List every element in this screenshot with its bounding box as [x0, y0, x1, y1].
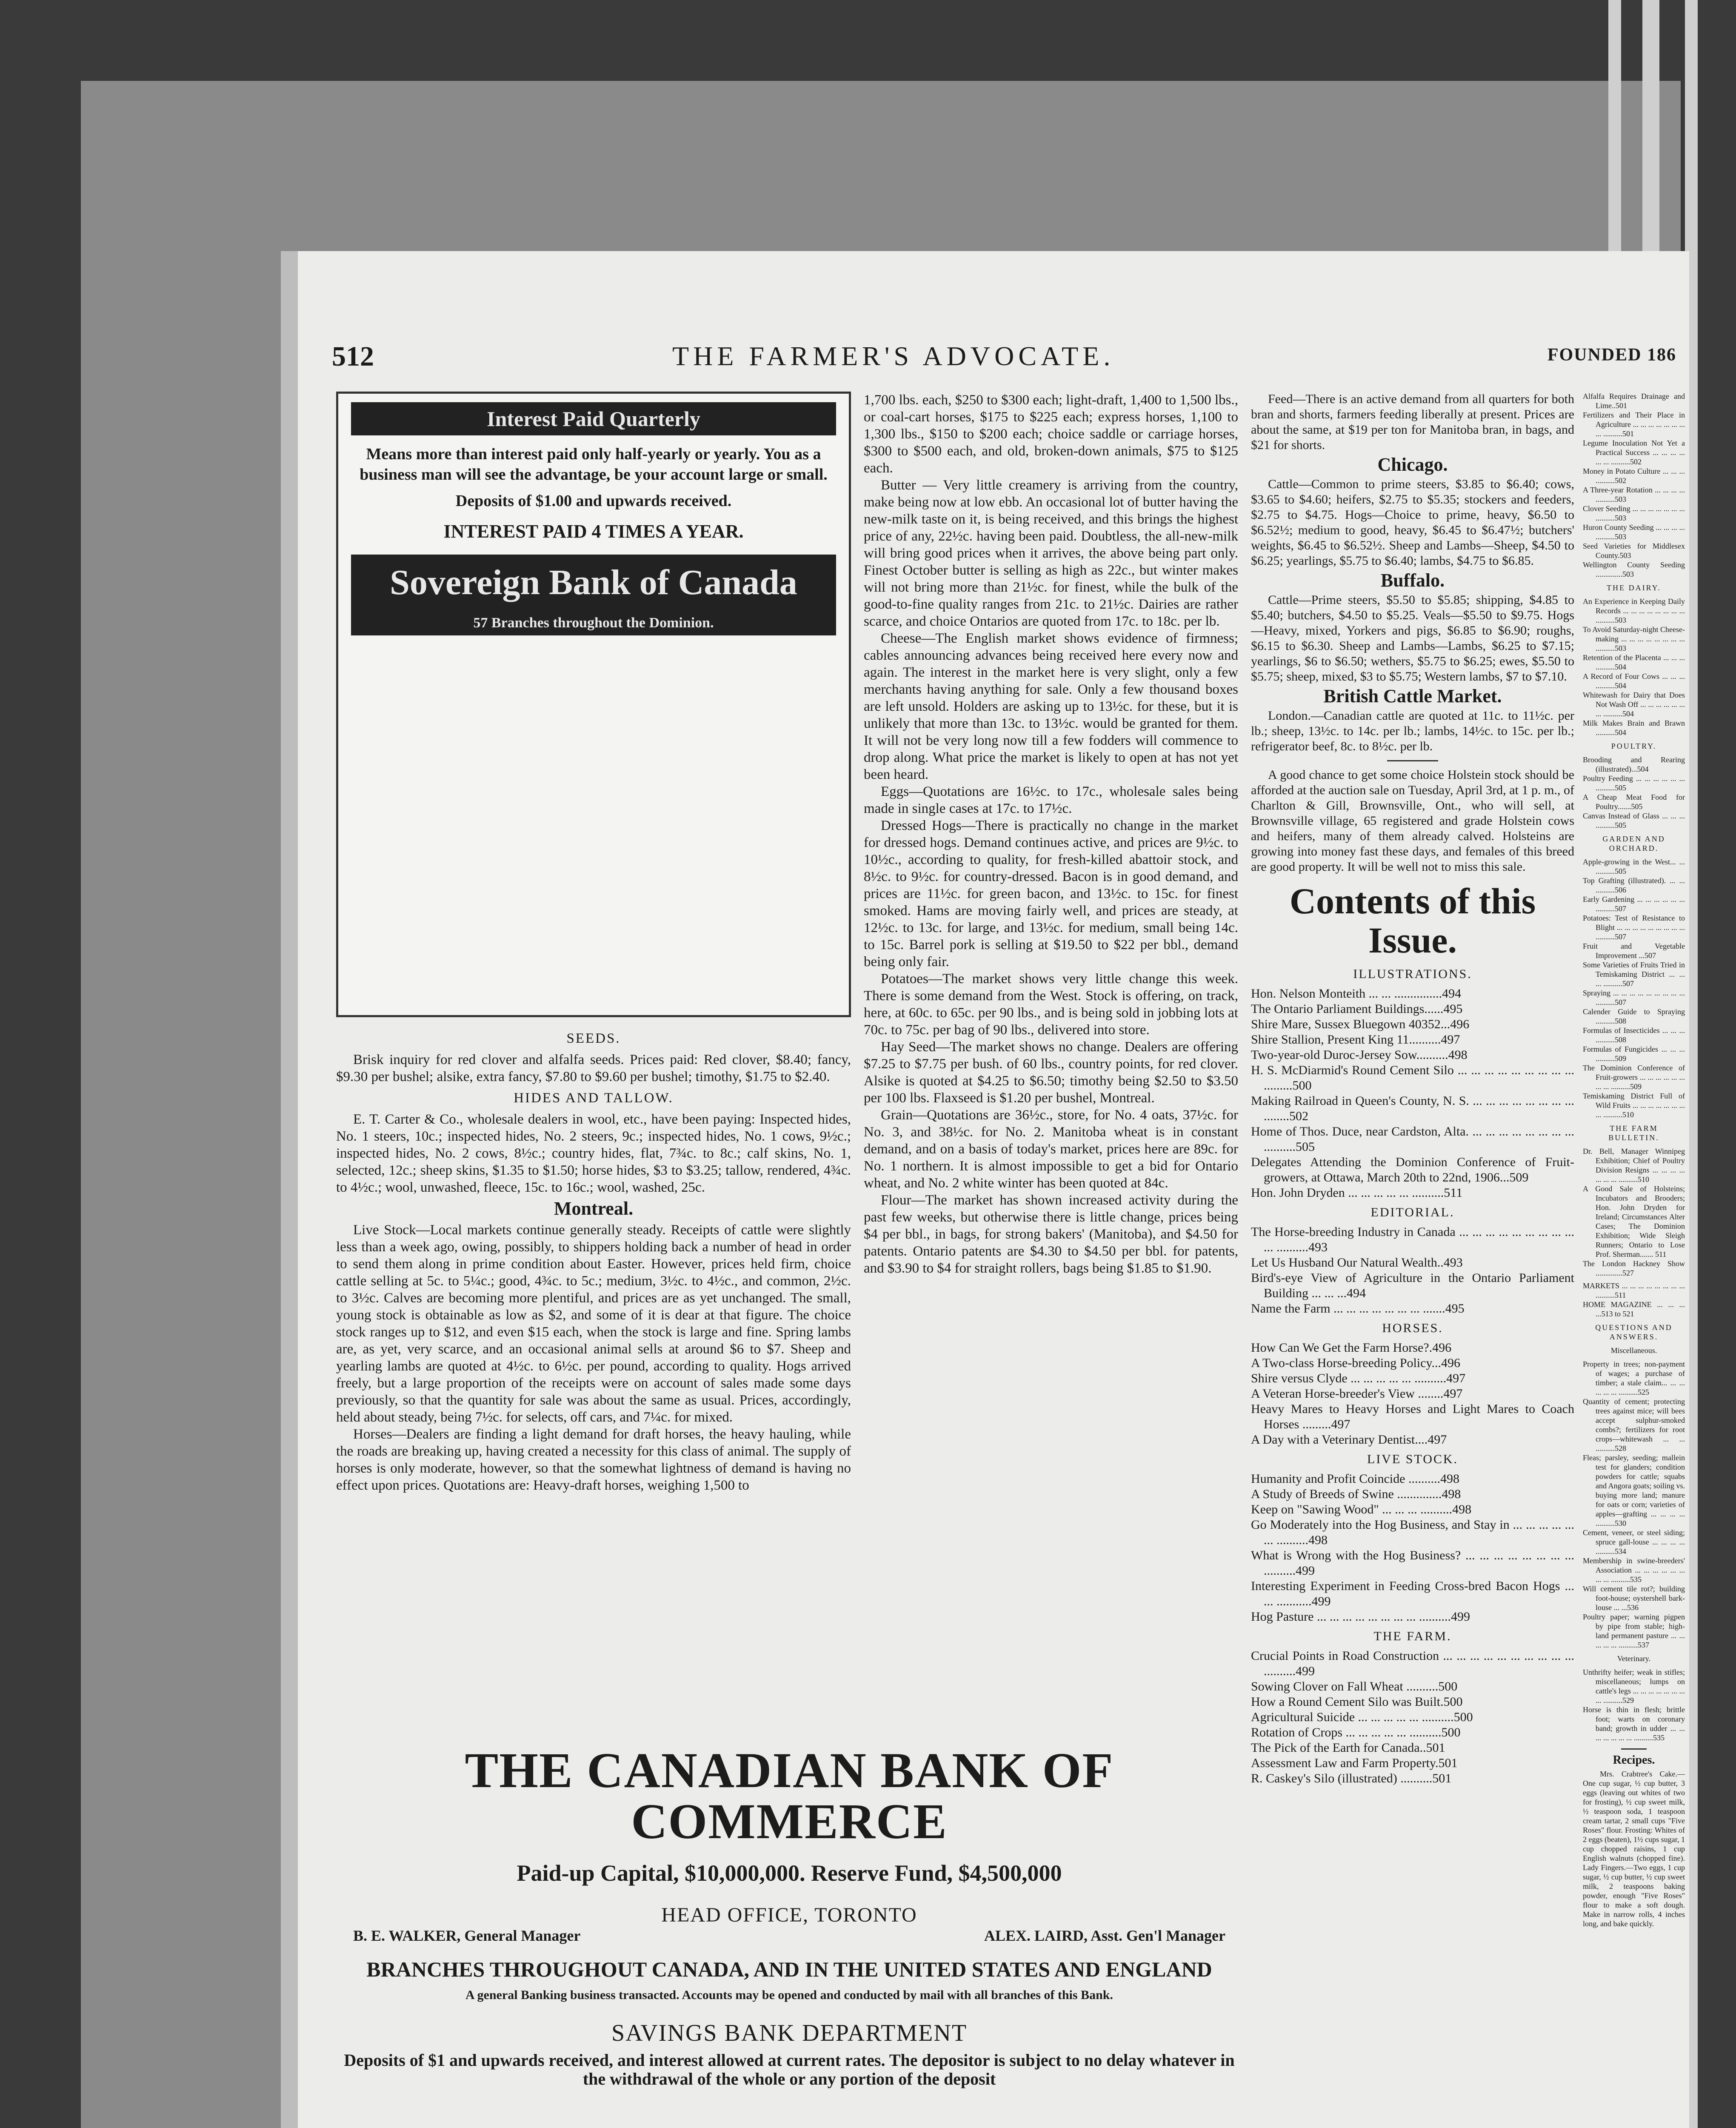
toc-entry: To Avoid Saturday-night Cheese-making ... ... ... ... ... ... ... ... ..........503	[1583, 625, 1685, 652]
toc-horses	[1251, 1340, 1574, 1447]
toc-entry: Shire versus Clyde ... ... ... ... ... ..........497	[1251, 1371, 1466, 1385]
toc-entry: The Ontario Parliament Buildings......495	[1251, 1002, 1463, 1016]
toc-entry: A Veteran Horse-breeder's View ........497	[1251, 1387, 1463, 1401]
paragraph: A good chance to get some choice Holstein stock should be afforded at the auction sale on Tuesday, April 3rd, at 1 p. m., of Charlton & Gill, Brownsville, Ont., who will sell, at Brownsville village, 65 registered and grade Holstein cows and heifers, many of them already calved. Holsteins are growing into money fast these days, and females of this breed are good property. It will be well not to miss this sale.	[1251, 768, 1574, 874]
toc-entry: The Pick of the Earth for Canada..501	[1251, 1741, 1445, 1755]
paragraph: Cattle—Prime steers, $5.50 to $5.85; shipping, $4.85 to $5.40; butchers, $4.50 to $5.25. Veals—$5.50 to $9.75. Hogs—Heavy, mixed, Yorkers and pigs, $6.85 to $6.90; roughs, $6.15 to $6.30. Sheep and Lambs—Lambs, $6.25 to $7.15; yearlings, $6 to $6.50; wethers, $5.75 to $6.25; ewes, $5.50 to $5.75; sheep, mixed, $3 to $5.75; Western lambs, $7 to $7.10.	[1251, 593, 1574, 684]
toc-entry: H. S. McDiarmid's Round Cement Silo ... ... ... ... ... ... ... ... ... .........500	[1251, 1063, 1574, 1093]
toc-entry: Interesting Experiment in Feeding Cross-bred Bacon Hogs ... ... ...........499	[1251, 1579, 1574, 1608]
toc-entry: Two-year-old Duroc-Jersey Sow..........498	[1251, 1048, 1468, 1062]
toc-entry: Unthrifty heifer; weak in stifles; miscellaneous; lumps on cattle's legs ... ... ... ... ... ... ... ... ..........529	[1583, 1668, 1685, 1705]
toc-entry: Heavy Mares to Heavy Horses and Light Mares to Coach Horses .........497	[1251, 1402, 1574, 1431]
paragraph: Eggs—Quotations are 16½c. to 17c., wholesale sales being made in single cases at 17c. to 17½c.	[864, 784, 1238, 816]
section-heading: SEEDS.	[566, 1031, 621, 1046]
page-gutter	[281, 251, 298, 2128]
divider	[1387, 760, 1438, 761]
toc-entry: Fruit and Vegetable Improvement ...507	[1583, 942, 1685, 960]
ad-capital: Paid-up Capital, $10,000,000. Reserve Fund, $4,500,000	[517, 1860, 1062, 1886]
toc-entry: A Record of Four Cows ... ... ... ..........504	[1583, 672, 1685, 690]
toc-entry: Cement, veneer, or steel siding; spruce gall-louse ... ... ... ... ..........534	[1583, 1528, 1685, 1556]
toc-entry: Delegates Attending the Dominion Conference of Fruit-growers, at Ottawa, March 20th to 22nd, 1906...509	[1251, 1155, 1574, 1184]
toc-heading: LIVE STOCK.	[1367, 1452, 1459, 1466]
toc-entry: Some Varieties of Fruits Tried in Temiskaming District ... ... ... ..........507	[1583, 961, 1685, 988]
paragraph: Cheese—The English market shows evidence of firmness; cables announcing advances being received here every now and again. The interest in the market here is very slight, only a few merchants having anything for sale. Only a few thousand boxes are left unsold. Holders are asking up to 13½c. for these, but it is unlikely that more than 13c. to 13½c. would be granted for them. It will not be very long now till a few fodders will commence to drop along. What price the market is likely to open at has not yet been heard.	[864, 631, 1238, 782]
ad-banner: Interest Paid Quarterly	[351, 402, 836, 435]
ad-note: A general Banking business transacted. Accounts may be opened and conducted by mail with all branches of this Bank.	[465, 1988, 1113, 2002]
toc-heading: POULTRY.	[1611, 742, 1657, 750]
paragraph: Mrs. Crabtree's Cake.—One cup sugar, ½ cup butter, 3 eggs (leaving out whites of two for frosting), ½ cup sweet milk, ½ teaspoon soda, 1 teaspoon cream tartar, 2 small cups "Five Roses" flour. Frosting: Whites of 2 eggs (beaten), 1½ cups sugar, 1 cup chopped raisins, 1 cup English walnuts (chopped fine). Lady Fingers.—Two eggs, 1 cup sugar, ½ cup butter, ½ cup sweet milk, 2 teaspoons baking powder, enough "Five Roses" flour to make a soft dough. Make in narrow rolls, 4 inches long, and bake quickly.	[1583, 1770, 1685, 1928]
toc-entry: A Study of Breeds of Swine ..............498	[1251, 1487, 1461, 1501]
paragraph: Hay Seed—The market shows no change. Dealers are offering $7.25 to $7.75 per bush. of 60 lbs., country points, for red clover. Alsike is quoted at $4.25 to $6.50; timothy being $2.50 to $3.50 per 100 lbs. Flaxseed is $1.20 per bushel, Montreal.	[864, 1039, 1238, 1106]
toc-illustrations	[1251, 986, 1574, 1201]
toc-misc-sections	[1583, 1281, 1685, 1319]
toc-entry: Seed Varieties for Middlesex County.503	[1583, 542, 1685, 560]
toc-entry: Brooding and Rearing (illustrated)...504	[1583, 755, 1685, 773]
column-1	[336, 1026, 851, 1741]
sovereign-bank-ad	[336, 392, 851, 1017]
toc-entry: Huron County Seeding ... ... ... ... ..........503	[1583, 523, 1685, 541]
toc-entry: Milk Makes Brain and Brawn ..........504	[1583, 719, 1685, 737]
paragraph: 1,700 lbs. each, $250 to $300 each; light-draft, 1,400 to 1,500 lbs., or coal-cart horses, $175 to $225 each; express horses, 1,100 to 1,300 lbs., $150 to $200 each; choice saddle or carriage horses, $300 to $500 each, and old, broken-down animals, $75 to $125 each.	[864, 392, 1238, 476]
toc-entry: Hog Pasture ... ... ... ... ... ... ... ... ..........499	[1251, 1610, 1470, 1624]
ad-head-office: HEAD OFFICE, TORONTO	[661, 1904, 917, 1926]
toc-entry: Keep on "Sawing Wood" ... ... ... ..........498	[1251, 1502, 1472, 1516]
toc-entry: Fleas; parsley, seeding; mallein test for glanders; condition powders for cattle; squabs and Angora goats; soiling vs. buying more land; manure for oats or corn; varieties of apples—grafting ... ... ... ... ..........530	[1583, 1453, 1685, 1527]
toc-entry: Calender Guide to Spraying ..........508	[1583, 1007, 1685, 1025]
toc-entry: Early Gardening ... ... ... ... ... ... ..........507	[1583, 895, 1685, 913]
toc-dairy	[1583, 597, 1685, 737]
section-heading: HIDES AND TALLOW.	[514, 1090, 674, 1106]
toc-entry: Money in Potato Culture ... ... ... ..........502	[1583, 467, 1685, 485]
column-2	[864, 392, 1238, 1732]
paragraph: E. T. Carter & Co., wholesale dealers in wool, etc., have been paying: Inspected hides, No. 1 steers, 10c.; inspected hides, No. 2 steers, 9c.; inspected hides, No. 1 cows, 9½c.; inspected hides, No. 2 cows, 8½c.; country hides, flat, 7¾c. to 8c.; calf skins, No. 1, selected, 12c.; sheep skins, $1.35 to $1.50; horse hides, $3 to $3.25; tallow, rendered, 4¾c. to 4½c.; wool, unwashed, fleece, 15c. to 16c.; wool, washed, 25c.	[336, 1112, 851, 1195]
paragraph: Potatoes—The market shows very little change this week. There is some demand from the West. Stock is offering, on track, here, at 60c. to 65c. per 90 lbs., and is being sold in jobbing lots at 70c. to 75c. per bag of 90 lbs., delivered into store.	[864, 971, 1238, 1038]
ad-branches: 57 Branches throughout the Dominion.	[351, 611, 836, 635]
toc-entry: Retention of the Placenta ... ... ... ..........504	[1583, 653, 1685, 671]
toc-miscellaneous	[1583, 1359, 1685, 1650]
toc-entry: Assessment Law and Farm Property.501	[1251, 1756, 1458, 1770]
toc-entry: Humanity and Profit Coincide ..........498	[1251, 1472, 1459, 1486]
toc-entry: Property in trees; non-payment of wages; a purchase of timber; a stale claim... ... ... ... ... ... ..........525	[1583, 1360, 1685, 1396]
ad-deposits: Deposits of $1.00 and upwards received.	[455, 492, 732, 510]
ad-bank-name: Sovereign Bank of Canada	[351, 555, 836, 611]
toc-entry: Formulas of Insecticides ... ... ... ..........508	[1583, 1026, 1685, 1044]
section-heading: Chicago.	[1377, 454, 1448, 475]
toc-entry: Membership in swine-breeders' Association ... ... ... ... ... ... ... ... ..........535	[1583, 1556, 1685, 1584]
toc-farm-continued	[1583, 392, 1685, 579]
toc-entry: Will cement tile rot?; building foot-house; oystershell bark-louse ... ...536	[1583, 1585, 1685, 1612]
ad-body: Means more than interest paid only half-yearly or yearly. You as a business man will see the advantage, be your account large or small.	[360, 445, 828, 483]
paragraph: Dressed Hogs—There is practically no change in the market for dressed hogs. Demand continues active, and prices are 9½c. to 10½c., according to quality, for fresh-killed abattoir stock, and 8½c. to 9½c. for country-dressed. Bacon is in good demand, and prices are 11½c. for green bacon, and 13½c. to 15c. for finest smoked. Hams are moving fairly well, and prices are steady, at 12½c. to 13c. for large, and 13½c. for medium, small being 14c. to 15c. Barrel pork is selling at $19.50 to $22 per bbl., demand being only fair.	[864, 818, 1238, 970]
toc-entry: Sowing Clover on Fall Wheat ..........500	[1251, 1679, 1458, 1693]
toc-entry: A Cheap Meat Food for Poultry.......505	[1583, 793, 1685, 811]
masthead: THE FARMER'S ADVOCATE.	[672, 341, 1115, 371]
paragraph: Brisk inquiry for red clover and alfalfa seeds. Prices paid: Red clover, $8.40; fancy, $9.30 per bushel; alsike, extra fancy, $7.80 to $9.60 per bushel; timothy, $1.75 to $2.40.	[336, 1052, 851, 1084]
toc-heading: THE DAIRY.	[1607, 583, 1661, 592]
toc-entry: How Can We Get the Farm Horse?.496	[1251, 1341, 1452, 1355]
toc-entry: Hon. Nelson Monteith ... ... ...............494	[1251, 987, 1462, 1001]
toc-entry: Formulas of Fungicides ... ... ... ..........509	[1583, 1045, 1685, 1063]
toc-heading: EDITORIAL.	[1371, 1205, 1455, 1219]
toc-entry: Go Moderately into the Hog Business, and Stay in ... ... ... ... ... ... ..........498	[1251, 1518, 1574, 1547]
toc-bulletin	[1583, 1147, 1685, 1278]
toc-entry: Dr. Bell, Manager Winnipeg Exhibition; Chief of Poultry Division Resigns ... ... ... ... ... ... ... ..........510	[1583, 1147, 1685, 1184]
toc-heading: THE FARM.	[1373, 1629, 1452, 1643]
toc-entry: An Experience in Keeping Daily Records ... ... ... ... ... ... ... ... ..........503	[1583, 597, 1685, 624]
page-header	[332, 340, 1685, 379]
toc-entry: Top Grafting (illustrated). ... ... ..........506	[1583, 876, 1685, 894]
toc-entry: MARKETS ... ... ... ... ... ... ... ... ..........511	[1583, 1281, 1685, 1299]
section-heading: British Cattle Market.	[1323, 686, 1502, 706]
toc-heading: THE FARM BULLETIN.	[1608, 1124, 1659, 1142]
toc-entry: Agricultural Suicide ... ... ... ... ... ..........500	[1251, 1710, 1473, 1724]
toc-entry: Legume Inoculation Not Yet a Practical Success ... ... ... ... ... ... ..........502	[1583, 439, 1685, 466]
toc-entry: Poultry Feeding ... ... ... ... ... ... ..........505	[1583, 774, 1685, 792]
toc-heading: QUESTIONS AND ANSWERS.	[1595, 1323, 1673, 1341]
toc-entry: HOME MAGAZINE ... ... ... ...513 to 521	[1583, 1300, 1685, 1318]
ad-savings-heading: SAVINGS BANK DEPARTMENT	[611, 2020, 968, 2046]
column-4	[1583, 392, 1685, 2128]
toc-entry: Apple-growing in the West... ... ..........505	[1583, 858, 1685, 875]
toc-entry: Alfalfa Requires Drainage and Lime..501	[1583, 392, 1685, 410]
paragraph: Flour—The market has shown increased activity during the past few weeks, but otherwise there is little change, prices being $4 per bbl., in bags, for strong bakers' (Manitoba), and $4.50 for patents. Ontario patents are $4.30 to $4.50 per bbl. for patents, and $3.90 to $4 for straight rollers, bags being $1.85 to $1.90.	[864, 1193, 1238, 1276]
ad-branches: BRANCHES THROUGHOUT CANADA, AND IN THE UNITED STATES AND ENGLAND	[366, 1957, 1212, 1981]
toc-entry: Quantity of cement; protecting trees against mice; will bees accept sulphur-smoked combs?; fertilizers for root crops—whitewash ... ... ..........528	[1583, 1397, 1685, 1453]
toc-entry: Spraying ... ... ... ... ... ... ... ... ... ..........507	[1583, 989, 1685, 1007]
divider	[1621, 1748, 1647, 1750]
toc-entry: The Dominion Conference of Fruit-growers ... ... ... ... ... ... ... ... ..........509	[1583, 1064, 1685, 1091]
toc-entry: The London Hackney Show ..............527	[1583, 1259, 1685, 1277]
toc-poultry	[1583, 755, 1685, 830]
column-3	[1251, 392, 1574, 2128]
toc-livestock	[1251, 1471, 1574, 1625]
section-heading: Buffalo.	[1380, 570, 1445, 591]
founded-label: FOUNDED 186	[1547, 345, 1676, 365]
toc-entry: The Horse-breeding Industry in Canada ... ... ... ... ... ... ... ... ... ... ..........493	[1251, 1225, 1574, 1254]
toc-garden	[1583, 857, 1685, 1119]
ad-officers	[336, 1927, 1242, 1945]
page-number: 512	[332, 341, 374, 372]
paragraph: Horses—Dealers are finding a light demand for draft horses, the heavy hauling, while the roads are breaking up, having created a necessity for this class of animal. The supply of horses is only moderate, however, so that the somewhat lightness of demand is having no effect upon prices. Quotations are: Heavy-draft horses, weighing 1,500 to	[336, 1427, 851, 1493]
paragraph: London.—Canadian cattle are quoted at 11c. to 11½c. per lb.; sheep, 13½c. to 14c. per lb.; lambs, 14½c. to 15c. per lb.; refrigerator beef, 8c. to 8½c. per lb.	[1251, 709, 1574, 753]
toc-subheading: Miscellaneous.	[1610, 1346, 1657, 1355]
assistant-manager: ALEX. LAIRD, Asst. Gen'l Manager	[984, 1927, 1225, 1944]
toc-entry: Bird's-eye View of Agriculture in the Ontario Parliament Building ... ... ...494	[1251, 1271, 1574, 1300]
toc-entry: Whitewash for Dairy that Does Not Wash Off ... ... ... ... ... ... ... ..........504	[1583, 691, 1685, 718]
toc-entry: Poultry paper; warning pigpen by pipe from stable; high-land permanent pasture ... ... ... ... ... ..........537	[1583, 1613, 1685, 1649]
toc-entry: How a Round Cement Silo was Built.500	[1251, 1695, 1463, 1709]
ad-deposits: Deposits of $1 and upwards received, and interest allowed at current rates. The depositor is subject to no delay whatever in the withdrawal of the whole or any portion of the deposit	[344, 2051, 1235, 2088]
toc-entry: A Good Sale of Holsteins; Incubators and Brooders; Hon. John Dryden for Ireland; Circumstances Alter Cases; The Dominion Exhibition; Wide Sleigh Runners; Ontario to Lose Prof. Sherman....... 511	[1583, 1184, 1685, 1258]
toc-entry: A Day with a Veterinary Dentist....497	[1251, 1433, 1447, 1447]
paragraph: Cattle—Common to prime steers, $3.85 to $6.40; cows, $3.65 to $4.60; heifers, $2.75 to $5.35; stockers and feeders, $2.75 to $4.75. Hogs—Choice to prime, heavy, $6.50 to $6.52½; medium to good, heavy, $6.45 to $6.47½; butchers' weights, $6.45 to $6.52½. Sheep and Lambs—Sheep, $4.50 to $6.25; yearlings, $5.75 to $6.40; lambs, $4.75 to $6.85.	[1251, 477, 1574, 568]
toc-entry: Name the Farm ... ... ... ... ... ... ... .......495	[1251, 1301, 1465, 1316]
toc-heading: HORSES.	[1382, 1321, 1443, 1335]
ad-interest-times: INTEREST PAID 4 TIMES A YEAR.	[443, 521, 744, 542]
paragraph: Grain—Quotations are 36½c., store, for No. 4 oats, 37½c. for No. 3, and 38½c. for No. 2. Manitoba wheat is in constant demand, and on a basis of today's market, prices here are 89c. for No. 1 northern. It is almost impossible to get a bid for Ontario wheat, and No. 2 white winter has been quoted at 84c.	[864, 1107, 1238, 1191]
toc-entry: Shire Mare, Sussex Bluegown 40352...496	[1251, 1017, 1470, 1031]
ad-title: THE CANADIAN BANK OF COMMERCE	[465, 1742, 1114, 1849]
toc-entry: Wellington County Seeding ..............503	[1583, 561, 1685, 578]
toc-veterinary	[1583, 1668, 1685, 1742]
bank-of-commerce-ad	[336, 1742, 1242, 2128]
toc-entry: What is Wrong with the Hog Business? ... ... ... ... ... ... ... ... ..........499	[1251, 1548, 1574, 1578]
toc-subheading: Veterinary.	[1617, 1654, 1651, 1663]
toc-entry: Rotation of Crops ... ... ... ... ... ..........500	[1251, 1725, 1461, 1739]
toc-entry: Canvas Instead of Glass ... ... ... ..........505	[1583, 812, 1685, 829]
newspaper-page	[281, 251, 1689, 2128]
paragraph: Live Stock—Local markets continue generally steady. Receipts of cattle were slightly less than a week ago, owing, possibly, to shippers holding back a number of head in order to send them along in prime condition about Easter. However, prices held firm, choice cattle selling at 5c. to 5¼c.; good, 4¾c. to 5c.; medium, 3½c. to 4½c., and common, 2½c. to 3½c. Calves are becoming more plentiful, and prices are as yet unchanged. The small, young stock is obtainable as low as $2, and some of it is dear at that figure. The choice stock ranges up to $12, and even $15 each, when the stock is large and fine. Spring lambs are, as yet, very scarce, and an occasional animal sells at around $6 to $7. Sheep and yearling lambs are quoted at 4½c. to 6½c. per pound, according to quality. Hogs arrived freely, but a large proportion of the receipts were on account of sales made some days previously, so that the quantity for sale was about the same as usual. Prices, accordingly, held about steady, being 7½c. for selects, off cars, and 7¼c. for mixed.	[336, 1222, 851, 1425]
toc-entry: Shire Stallion, Present King 11..........497	[1251, 1033, 1460, 1047]
toc-entry: Clover Seeding ... ... ... ... ... ... ... ..........503	[1583, 504, 1685, 522]
toc-entry: A Three-year Rotation ... ... ... ... ..........503	[1583, 486, 1685, 503]
toc-heading: ILLUSTRATIONS.	[1353, 967, 1472, 981]
toc-entry: R. Caskey's Silo (illustrated) ..........501	[1251, 1771, 1452, 1785]
paragraph: Butter — Very little creamery is arriving from the country, make being now at low ebb. An occasional lot of butter having the new-milk taste on it, is being received, and this brings the highest price of any, 22½c. having been paid. Doubtless, the all-new-milk will bring good prices when it arrives, the above being part only. Finest October butter is selling as high as 22c., but winter makes will not bring more than 21½c. for finest, while the bulk of the good-to-fine quality ranges from 21c. to 21½c. Dairies are rather scarce, and choice Ontarios are quoted from 17c. to 18c. per lb.	[864, 478, 1238, 629]
toc-entry: Home of Thos. Duce, near Cardston, Alta. ... ... ... ... ... ... ... ... ..........505	[1251, 1124, 1574, 1154]
contents-title: Contents of this Issue.	[1289, 881, 1536, 961]
section-heading: Recipes.	[1613, 1753, 1655, 1767]
paragraph: Feed—There is an active demand from all quarters for both bran and shorts, farmers feeding liberally at present. Prices are about the same, at $19 per ton for Manitoba bran, in bags, and $21 for shorts.	[1251, 392, 1574, 452]
toc-entry: A Two-class Horse-breeding Policy...496	[1251, 1356, 1460, 1370]
toc-entry: Horse is thin in flesh; brittle foot; warts on coronary band; growth in udder ... ... ... ... ... ... ... ..........535	[1583, 1705, 1685, 1742]
toc-entry: Potatoes: Test of Resistance to Blight ... ... ... ... ... ... ... ... ... ..........507	[1583, 914, 1685, 941]
toc-entry: Let Us Husband Our Natural Wealth..493	[1251, 1256, 1463, 1270]
toc-entry: Temiskaming District Full of Wild Fruits ... ... ... ... ... ... ... ... ..........510	[1583, 1092, 1685, 1119]
toc-entry: Making Railroad in Queen's County, N. S. ... ... ... ... ... ... ... ... ........502	[1251, 1094, 1574, 1123]
toc-farm	[1251, 1648, 1574, 1786]
section-heading: Montreal.	[554, 1198, 634, 1219]
toc-editorial	[1251, 1224, 1574, 1316]
toc-heading: GARDEN AND ORCHARD.	[1602, 835, 1665, 852]
toc-entry: Fertilizers and Their Place in Agriculture ... ... ... ... ... ... ... ... ..........501	[1583, 411, 1685, 438]
toc-entry: Hon. John Dryden ... ... ... ... ... ..........511	[1251, 1186, 1463, 1200]
general-manager: B. E. WALKER, General Manager	[353, 1927, 581, 1944]
toc-entry: Crucial Points in Road Construction ... ... ... ... ... ... ... ... ... ... ..........499	[1251, 1649, 1574, 1678]
